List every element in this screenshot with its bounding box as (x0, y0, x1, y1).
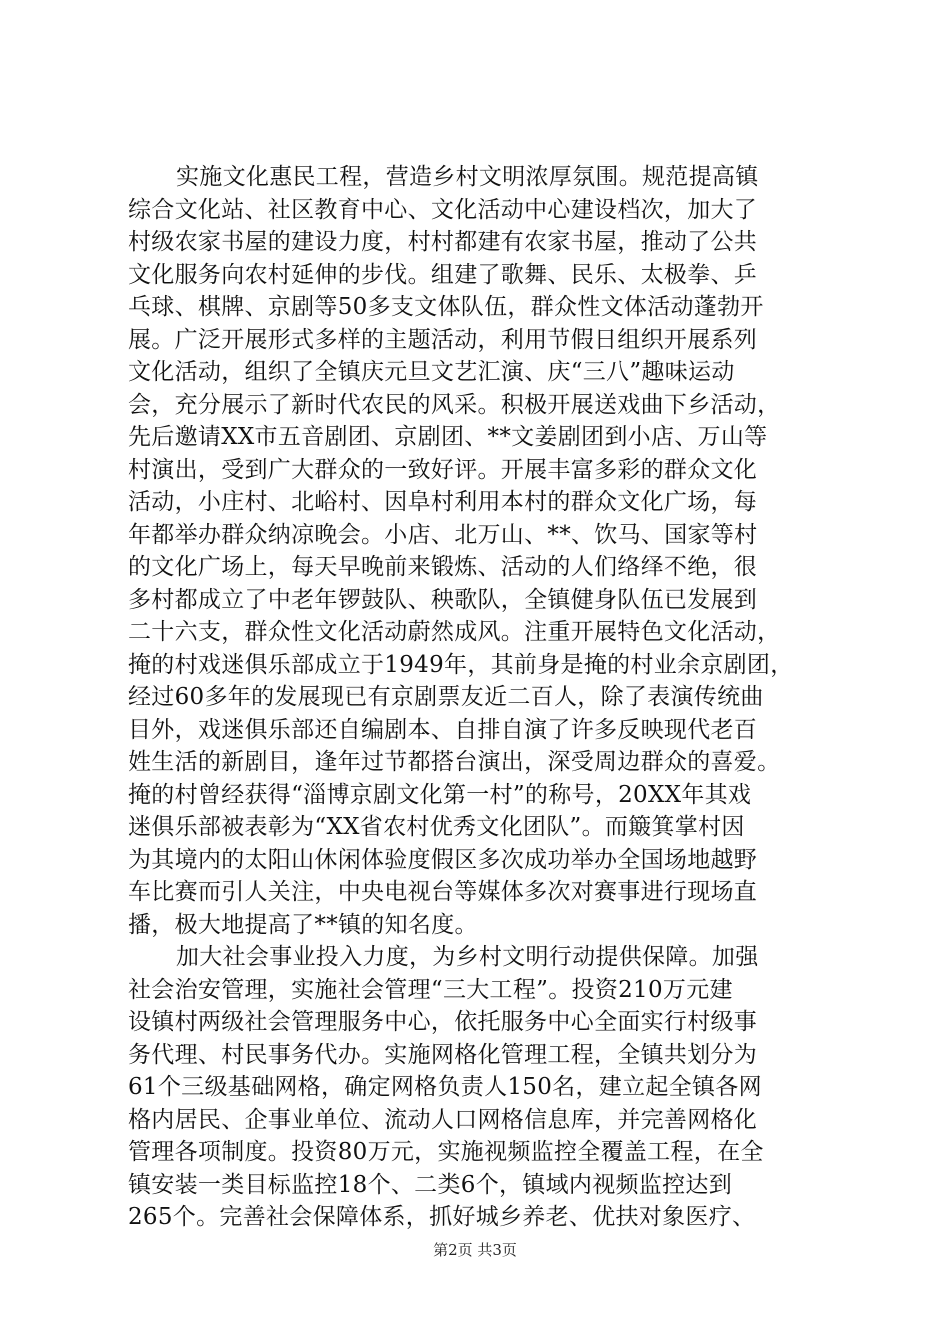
text-line: 务代理、村民事务代办。实施网格化管理工程，全镇共划分为 (128, 1041, 758, 1068)
text-line: 二十六支，群众性文化活动蔚然成风。注重开展特色文化活动， (128, 619, 781, 645)
paragraph-culture (128, 161, 818, 941)
text-line: 村演出，受到广大群众的一致好评。开展丰富多彩的群众文化 (128, 456, 758, 483)
text-line: 管理各项制度。投资80万元，实施视频监控全覆盖工程，在全 (128, 1139, 764, 1165)
text-line: 展。广泛开展形式多样的主题活动，利用节假日组织开展系列 (128, 326, 758, 353)
text-line: 掩的村戏迷俱乐部成立于1949年，其前身是掩的村业余京剧团， (128, 651, 794, 678)
text-line: 实施文化惠民工程，营造乡村文明浓厚氛围。规范提高镇 (176, 164, 759, 190)
page-number-footer: 第2页 共3页 (433, 1241, 517, 1259)
text-line: 综合文化站、社区教育中心、文化活动中心建设档次，加大了 (128, 196, 758, 223)
text-line: 文化活动，组织了全镇庆元旦文艺汇演、庆“三八”趣味运动 (128, 359, 735, 385)
text-line: 文化服务向农村延伸的步伐。组建了歌舞、民乐、太极拳、乒 (128, 261, 758, 288)
text-line: 车比赛而引人关注，中央电视台等媒体多次对赛事进行现场直 (128, 879, 758, 905)
text-line: 设镇村两级社会管理服务中心，依托服务中心全面实行村级事 (128, 1009, 758, 1035)
text-line: 多村都成立了中老年锣鼓队、秧歌队，全镇健身队伍已发展到 (128, 586, 758, 613)
text-line: 目外，戏迷俱乐部还自编剧本、自排自演了许多反映现代老百 (128, 716, 758, 743)
text-line: 的文化广场上，每天早晚前来锻炼、活动的人们络绎不绝，很 (128, 554, 758, 580)
text-line: 社会治安管理，实施社会管理“三大工程”。投资210万元建 (128, 976, 733, 1003)
text-line: 格内居民、企事业单位、流动人口网格信息库，并完善网格化 (128, 1106, 758, 1133)
text-line: 年都举办群众纳凉晚会。小店、北万山、**、饮马、国家等村 (128, 521, 758, 548)
text-line: 镇安装一类目标监控18个、二类6个，镇域内视频监控达到 (128, 1171, 732, 1198)
text-line: 会，充分展示了新时代农民的风采。积极开展送戏曲下乡活动， (128, 391, 781, 418)
text-line: 掩的村曾经获得“淄博京剧文化第一村”的称号，20XX年其戏 (128, 781, 752, 808)
text-line: 先后邀请XX市五音剧团、京剧团、**文姜剧团到小店、万山等 (128, 424, 768, 450)
text-line: 加大社会事业投入力度，为乡村文明行动提供保障。加强 (176, 944, 759, 970)
text-line: 村级农家书屋的建设力度，村村都建有农家书屋，推动了公共 (128, 229, 758, 255)
body-text (128, 161, 818, 1234)
text-line: 为其境内的太阳山休闲体验度假区多次成功举办全国场地越野 (128, 846, 758, 873)
text-line: 迷俱乐部被表彰为“XX省农村优秀文化团队”。而簸箕掌村因 (128, 814, 745, 840)
text-line: 265个。完善社会保障体系，抓好城乡养老、优扶对象医疗、 (128, 1204, 756, 1230)
text-line: 活动，小庄村、北峪村、因阜村利用本村的群众文化广场，每 (128, 489, 758, 515)
text-line: 乓球、棋牌、京剧等50多支文体队伍，群众性文体活动蓬勃开 (128, 294, 764, 320)
text-line: 姓生活的新剧目，逢年过节都搭台演出，深受周边群众的喜爱。 (128, 749, 781, 775)
text-line: 经过60多年的发展现已有京剧票友近二百人，除了表演传统曲 (128, 684, 764, 710)
text-line: 播，极大地提高了**镇的知名度。 (128, 911, 478, 938)
text-line: 61个三级基础网格，确定网格负责人150名，建立起全镇各网 (128, 1074, 762, 1100)
paragraph-social (128, 941, 818, 1234)
